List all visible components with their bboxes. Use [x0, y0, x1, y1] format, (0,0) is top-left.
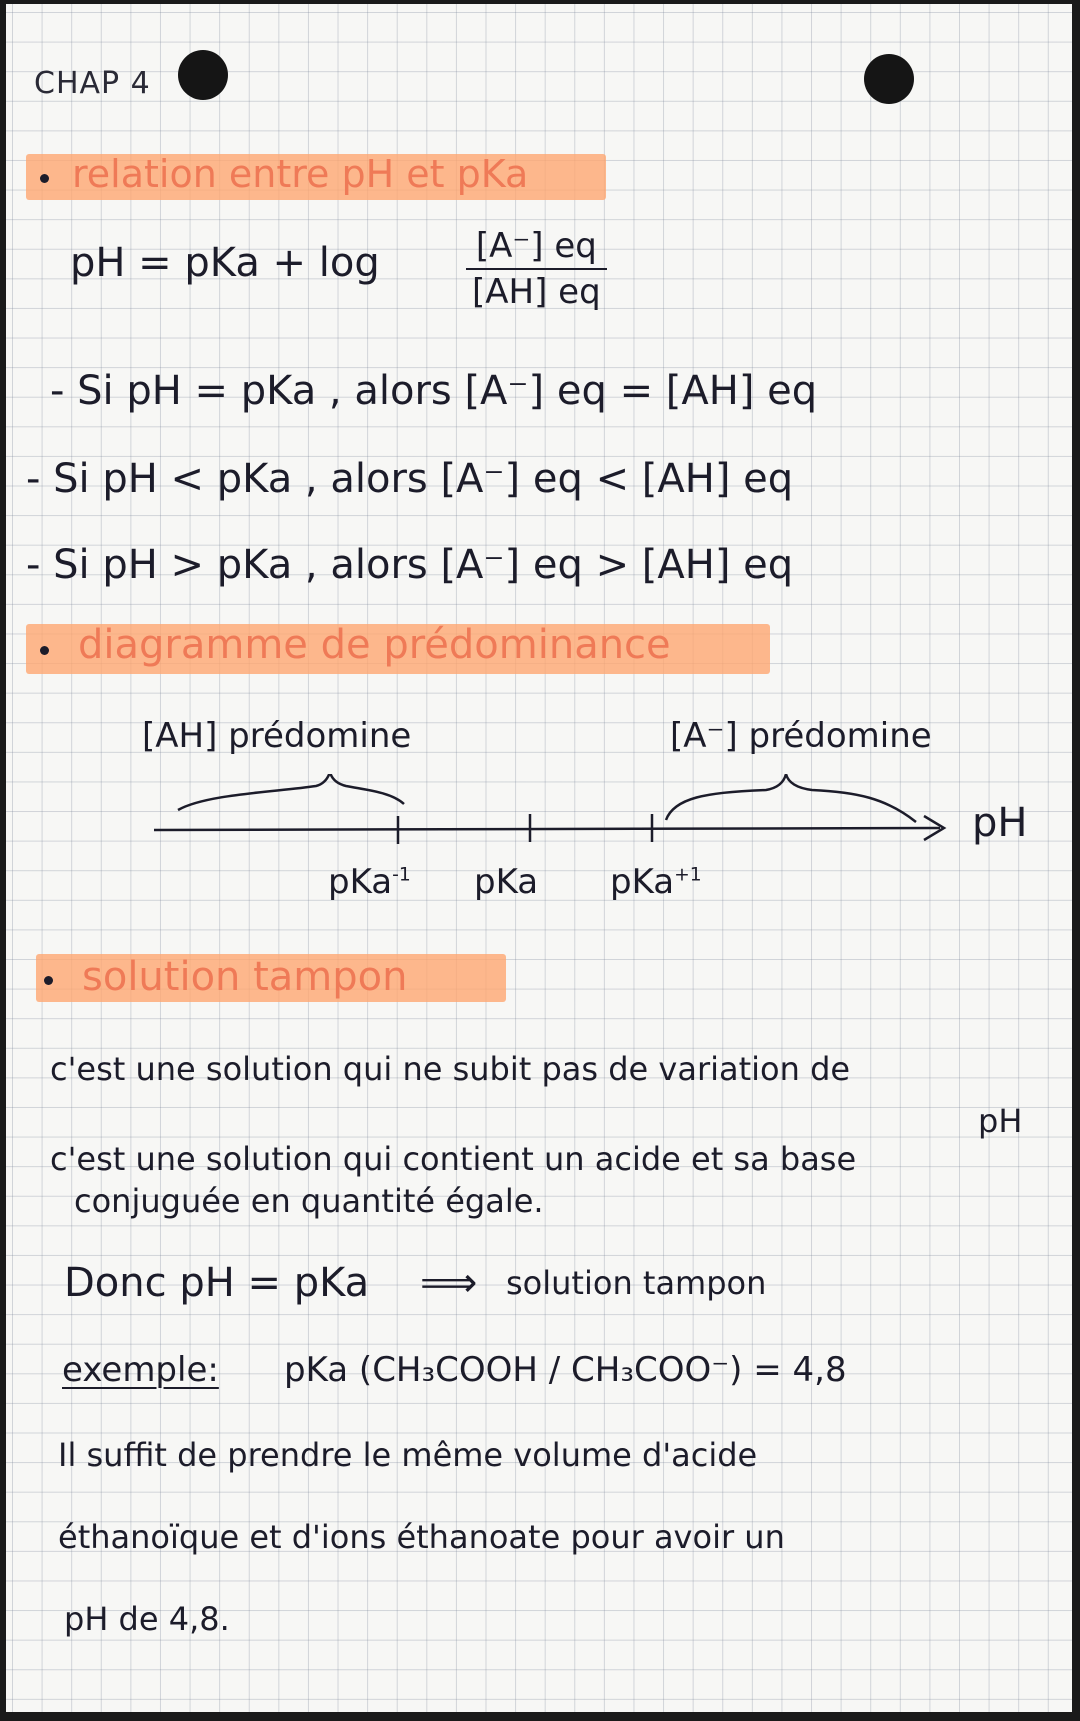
tick-label-plus-exponent: +1	[674, 864, 702, 886]
notebook-page	[6, 4, 1072, 1712]
bullet-section1	[40, 174, 49, 183]
formula-numerator: [A⁻] eq	[466, 226, 607, 270]
tick-label-pka: pKa	[474, 862, 539, 902]
section3-heading: solution tampon	[82, 954, 408, 1000]
text-line7: éthanoïque et d'ions éthanoate pour avoir un	[58, 1518, 785, 1556]
chapter-title: CHAP 4	[34, 66, 151, 101]
example-label: exemple:	[62, 1350, 219, 1390]
text-line8: pH de 4,8.	[64, 1600, 230, 1638]
text-line4b: solution tampon	[506, 1264, 767, 1302]
section2-heading: diagramme de prédominance	[78, 622, 671, 668]
tick-label-minus-exponent: -1	[392, 864, 411, 886]
bullet-section2	[40, 646, 49, 655]
predominance-diagram	[6, 774, 1072, 974]
formula-left: pH = pKa + log	[70, 240, 380, 286]
binder-hole-right	[864, 54, 914, 104]
formula-fraction	[462, 226, 611, 312]
text-line1: c'est une solution qui ne subit pas de variation de	[50, 1050, 851, 1088]
text-line2: c'est une solution qui contient un acide et sa base	[50, 1140, 857, 1178]
implies-arrow: ⟹	[420, 1260, 478, 1306]
text-line6: Il suffit de prendre le même volume d'acide	[58, 1436, 758, 1474]
axis-label-ph: pH	[972, 800, 1028, 846]
brace-left	[178, 774, 404, 810]
tick-label-pka-minus-base: pKa	[328, 862, 393, 902]
example-value: pKa (CH₃COOH / CH₃COO⁻) = 4,8	[284, 1350, 847, 1390]
ph-axis	[154, 828, 940, 830]
section1-heading: relation entre pH et pKa	[72, 152, 529, 196]
tick-label-pka-minus	[328, 862, 411, 902]
text-line1-end: pH	[978, 1102, 1023, 1140]
binder-hole-left	[178, 50, 228, 100]
tick-label-pka-plus-base: pKa	[610, 862, 675, 902]
case-greater: - Si pH > pKa , alors [A⁻] eq > [AH] eq	[26, 542, 794, 588]
text-line4a: Donc pH = pKa	[64, 1260, 370, 1306]
brace-right	[666, 774, 916, 822]
tick-label-pka-plus	[610, 862, 702, 902]
case-equal: - Si pH = pKa , alors [A⁻] eq = [AH] eq	[50, 368, 818, 414]
text-line3: conjuguée en quantité égale.	[74, 1182, 544, 1220]
label-a-predominates: [A⁻] prédomine	[670, 716, 932, 756]
case-less: - Si pH < pKa , alors [A⁻] eq < [AH] eq	[26, 456, 794, 502]
bullet-section3	[44, 976, 53, 985]
formula-denominator: [AH] eq	[472, 272, 601, 312]
label-ah-predominates: [AH] prédomine	[142, 716, 412, 756]
